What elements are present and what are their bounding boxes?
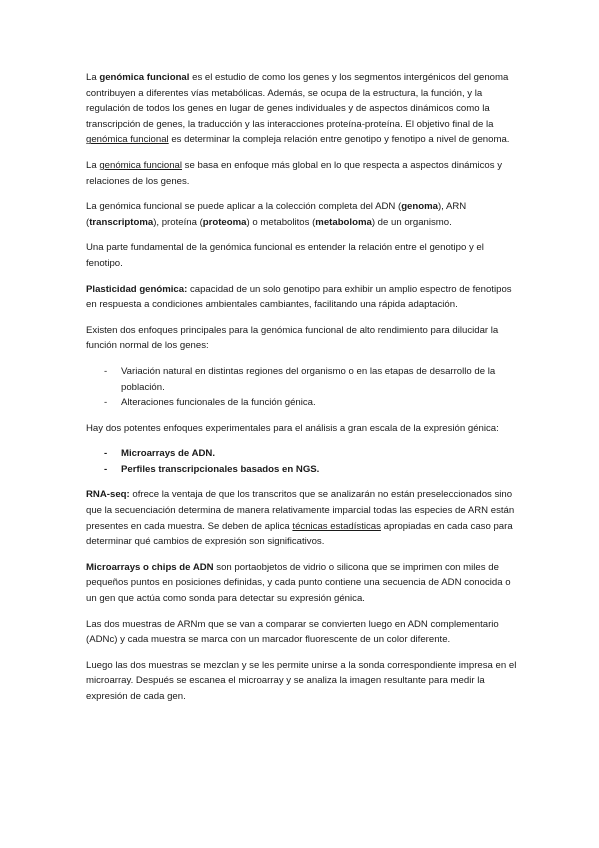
paragraph-plasticity [86,282,519,313]
bold-term: metaboloma [315,216,372,228]
paragraph-omics [86,199,519,230]
list-item: - Perfiles transcripcionales basados en NGS. [86,462,519,478]
text: ), ARN ( [86,201,467,228]
bold-term: Plasticidad genómica: [86,283,188,295]
text: ), proteína ( [153,216,203,228]
text: La [86,159,100,171]
paragraph-hybridization: Luego las dos muestras se mezclan y se les permite unirse a la sonda correspondiente impresa en el microarray. Después se escanea el microarray y se analiza la imagen resultante para medir la expresión de cada gen. [86,659,517,702]
bold-term: RNA-seq: [86,489,130,501]
paragraph-genotype-phenotype: Una parte fundamental de la genómica funcional es entender la relación entre el genotipo y el fenotipo. [86,242,484,269]
text: La [86,72,100,83]
bold-term: Microarrays o chips de ADN [86,561,214,573]
paragraph-microarrays [86,560,519,607]
text: es el estudio de como los genes y los segmentos intergénicos del genoma contribuyen a diferentes vías metabólicas. Además, se ocupa de la estructura, la función, y la regulación de todos los genes en lugar de genes individuales y de aspectos dinámicos como la transcripción de genes, la traducción y las interacciones proteína-proteína. El objetivo final de la [86,72,509,130]
underlined-term: genómica funcional [99,159,183,171]
bold-term: transcriptoma [89,216,154,228]
approaches-list [86,364,519,411]
paragraph-rnaseq [86,487,519,549]
underlined-term: técnicas estadísticas [292,520,381,532]
text: apropiadas en cada caso para determinar qué cambios de expresión son significativos. [86,520,513,548]
text: La genómica funcional se puede aplicar a la colección completa del ADN ( [86,201,402,213]
paragraph-global-approach [86,158,519,189]
text: se basa en enfoque más global en lo que respecta a aspectos dinámicos y relaciones de los genes. [86,159,503,187]
text: ) de un organismo. [371,216,452,228]
text: capacidad de un solo genotipo para exhibir un amplio espectro de fenotipos en respuesta a condiciones ambientales cambiantes, facilitando una rápida adaptación. [86,283,512,311]
text: ofrece la ventaja de que los transcritos que se analizarán no están preseleccionados sino que la secuenciación determina de manera relativamente imparcial todas las especies de ARN están presentes en cada muestra. Se deben de aplica [86,489,515,532]
list-item: - Alteraciones funcionales de la función génica. [86,395,519,411]
paragraph-definition [86,70,519,148]
text: ) o metabolitos ( [246,216,316,228]
underlined-term: genómica funcional [86,134,169,146]
paragraph-samples: Las dos muestras de ARNm que se van a comparar se convierten luego en ADN complementario (ADNc) y cada muestra se marca con un marcador fluorescente de un color diferente. [86,618,499,646]
bold-term: genómica funcional [99,72,190,83]
list-item: - Variación natural en distintas regiones del organismo o en las etapas de desarrollo de la población. [86,364,519,395]
experimental-list [86,446,519,477]
bold-term: genoma [401,201,438,213]
list-item: - Microarrays de ADN. [86,446,519,462]
bold-term: proteoma [202,216,247,228]
paragraph-experimental: Hay dos potentes enfoques experimentales para el análisis a gran escala de la expresión génica: [86,422,499,434]
paragraph-approaches: Existen dos enfoques principales para la genómica funcional de alto rendimiento para dilucidar la función normal de los genes: [86,324,499,352]
text: es determinar la compleja relación entre genotipo y fenotipo a nivel de genoma. [168,134,510,146]
text: son portaobjetos de vidrio o silicona que se imprimen con miles de pequeños puntos en posiciones definidas, y cada punto contiene una secuencia de ADN conocida o un gen que actúa como sonda para detectar su expresión génica. [86,561,511,605]
